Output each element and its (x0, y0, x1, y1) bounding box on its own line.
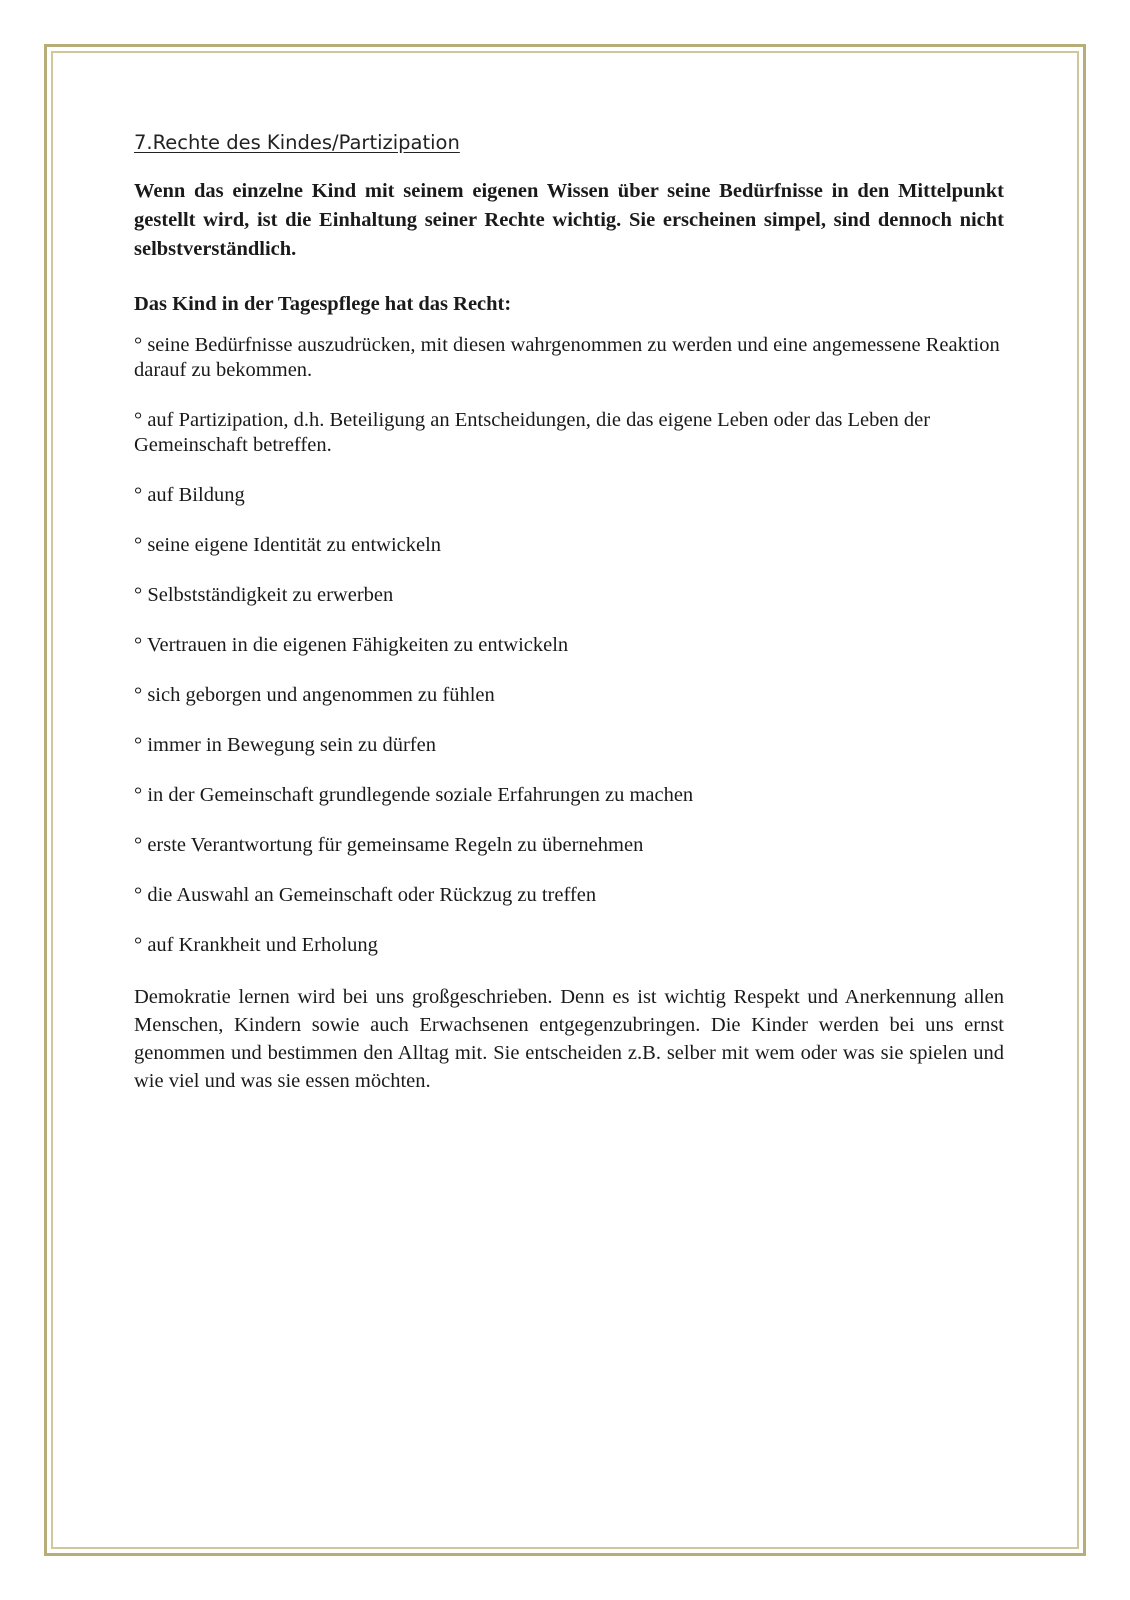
rights-list-item: ° auf Krankheit und Erholung (134, 934, 378, 957)
rights-list-item: ° seine Bedürfnisse auszudrücken, mit diesen wahrgenommen zu werden und eine angemessene Reaktion darauf zu bekommen. (134, 334, 1000, 382)
rights-list-item: ° in der Gemeinschaft grundlegende soziale Erfahrungen zu machen (134, 784, 694, 807)
rights-list-item: ° auf Bildung (134, 484, 245, 507)
rights-list-item: ° auf Partizipation, d.h. Beteiligung an Entscheidungen, die das eigene Leben oder das Leben der Gemeinschaft betreffen. (134, 409, 931, 457)
intro-paragraph: Wenn das einzelne Kind mit seinem eigenen Wissen über seine Bedürfnisse in den Mittelpunkt gestellt wird, ist die Einhaltung seiner Rechte wichtig. Sie erscheinen simpel, sind dennoch nicht selbstverständlich. (134, 180, 1004, 261)
rights-list-item: ° immer in Bewegung sein zu dürfen (134, 734, 436, 757)
rights-list-item: ° erste Verantwortung für gemeinsame Regeln zu übernehmen (134, 834, 644, 857)
document-body (134, 130, 1004, 1095)
closing-paragraph: Demokratie lernen wird bei uns großgeschrieben. Denn es ist wichtig Respekt und Anerkennung allen Menschen, Kindern sowie auch Erwachsenen entgegenzubringen. Die Kinder werden bei uns ernst genommen und bestimmen den Alltag mit. Sie entscheiden z.B. selber mit wem oder was sie spielen und wie viel und was sie essen möchten. (134, 986, 1004, 1093)
rights-list-item: ° Vertrauen in die eigenen Fähigkeiten zu entwickeln (134, 634, 569, 657)
rights-list (134, 333, 1004, 958)
rights-subheading: Das Kind in der Tagespflege hat das Recht: (134, 293, 512, 316)
rights-list-item: ° sich geborgen und angenommen zu fühlen (134, 684, 495, 707)
rights-list-item: ° Selbstständigkeit zu erwerben (134, 584, 394, 607)
rights-list-item: ° seine eigene Identität zu entwickeln (134, 534, 442, 557)
section-heading: 7.Rechte des Kindes/Partizipation (134, 131, 460, 154)
rights-list-item: ° die Auswahl an Gemeinschaft oder Rückzug zu treffen (134, 884, 597, 907)
